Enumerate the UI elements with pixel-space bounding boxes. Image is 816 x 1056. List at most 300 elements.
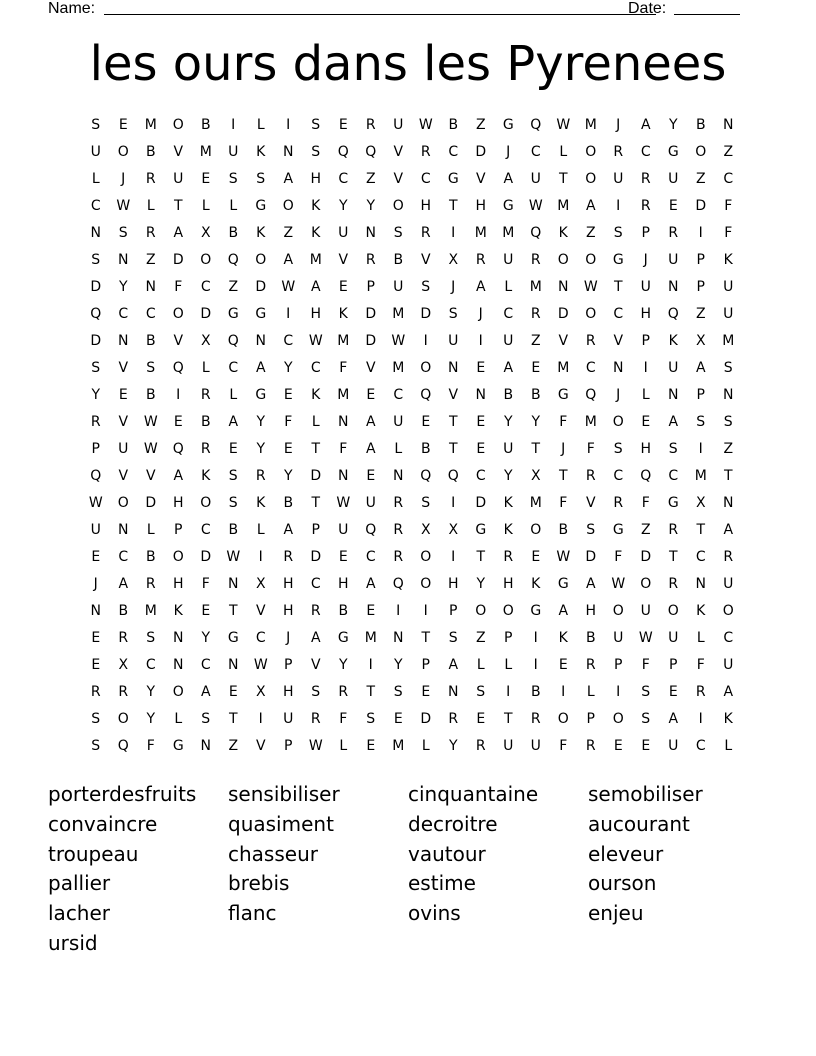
grid-letter[interactable]: U [118,441,129,457]
grid-letter[interactable]: Q [117,738,129,754]
grid-letter[interactable]: Q [227,252,239,268]
grid-letter[interactable]: U [723,576,734,592]
grid-letter[interactable]: P [696,279,705,295]
grid-letter[interactable]: F [559,495,568,511]
grid-letter[interactable]: S [228,495,238,511]
grid-letter[interactable]: A [503,360,514,376]
grid-letter[interactable]: H [420,198,432,214]
grid-letter[interactable]: K [558,630,568,646]
grid-letter[interactable]: E [421,414,431,430]
grid-letter[interactable]: E [338,117,348,133]
grid-letter[interactable]: U [503,252,514,268]
grid-letter[interactable]: U [530,738,541,754]
grid-letter[interactable]: G [530,603,542,619]
grid-letter[interactable]: C [200,279,211,295]
grid-letter[interactable]: Y [393,657,403,673]
grid-letter[interactable]: S [201,711,211,727]
grid-letter[interactable]: W [583,279,598,295]
grid-letter[interactable]: S [613,225,623,241]
grid-letter[interactable]: F [696,657,705,673]
grid-letter[interactable]: N [448,684,459,700]
grid-letter[interactable]: R [475,252,486,268]
grid-letter[interactable]: R [530,711,541,727]
grid-letter[interactable]: S [448,630,458,646]
grid-letter[interactable]: P [586,711,595,727]
grid-letter[interactable]: K [311,198,321,214]
grid-letter[interactable]: X [118,657,129,673]
grid-letter[interactable]: J [93,576,98,592]
grid-letter[interactable]: E [173,414,183,430]
grid-letter[interactable]: P [614,657,623,673]
grid-letter[interactable]: L [339,738,348,754]
grid-letter[interactable]: G [557,387,569,403]
grid-letter[interactable]: J [616,387,621,403]
grid-letter[interactable]: T [723,468,733,484]
grid-letter[interactable]: E [641,738,651,754]
grid-letter[interactable]: W [226,549,241,565]
grid-letter[interactable]: L [696,630,705,646]
grid-letter[interactable]: N [475,387,486,403]
grid-letter[interactable]: O [585,144,597,160]
grid-letter[interactable]: P [641,333,650,349]
grid-letter[interactable]: K [256,225,266,241]
grid-letter[interactable]: M [502,225,515,241]
grid-letter[interactable]: S [586,522,596,538]
grid-letter[interactable]: A [310,630,321,646]
grid-letter[interactable]: F [559,414,568,430]
grid-letter[interactable]: X [200,225,211,241]
grid-letter[interactable]: I [258,549,263,565]
grid-letter[interactable]: H [640,306,652,322]
grid-letter[interactable]: F [339,441,348,457]
grid-letter[interactable]: W [253,657,268,673]
grid-letter[interactable]: K [173,603,183,619]
grid-letter[interactable]: S [393,684,403,700]
grid-letter[interactable]: V [338,252,349,268]
grid-letter[interactable]: Y [476,576,486,592]
grid-letter[interactable]: X [695,333,706,349]
grid-letter[interactable]: Y [283,468,293,484]
grid-letter[interactable]: N [723,117,734,133]
grid-letter[interactable]: I [698,441,703,457]
grid-letter[interactable]: K [311,225,321,241]
grid-letter[interactable]: U [90,522,101,538]
grid-letter[interactable]: O [420,360,432,376]
grid-letter[interactable]: R [283,549,294,565]
grid-letter[interactable]: E [366,468,376,484]
grid-letter[interactable]: R [310,603,321,619]
grid-letter[interactable]: N [228,576,239,592]
grid-letter[interactable]: R [365,252,376,268]
grid-letter[interactable]: K [668,333,678,349]
grid-letter[interactable]: A [503,171,514,187]
grid-letter[interactable]: U [613,171,624,187]
grid-letter[interactable]: R [640,198,651,214]
grid-letter[interactable]: C [90,198,101,214]
grid-letter[interactable]: Y [338,198,348,214]
grid-letter[interactable]: K [696,603,706,619]
grid-letter[interactable]: E [201,171,211,187]
grid-letter[interactable]: A [585,198,596,214]
grid-letter[interactable]: P [449,603,458,619]
grid-letter[interactable]: H [585,603,597,619]
grid-letter[interactable]: D [365,306,377,322]
grid-letter[interactable]: L [256,522,265,538]
grid-letter[interactable]: M [364,630,377,646]
grid-letter[interactable]: T [173,198,183,214]
grid-letter[interactable]: N [118,522,129,538]
grid-letter[interactable]: F [724,225,733,241]
grid-letter[interactable]: R [420,225,431,241]
grid-letter[interactable]: N [558,279,569,295]
grid-letter[interactable]: W [528,198,543,214]
grid-letter[interactable]: C [448,144,459,160]
grid-letter[interactable]: M [529,495,542,511]
grid-letter[interactable]: R [145,171,156,187]
grid-letter[interactable]: C [200,657,211,673]
grid-letter[interactable]: G [172,738,184,754]
grid-letter[interactable]: T [448,198,458,214]
grid-letter[interactable]: R [145,225,156,241]
grid-letter[interactable]: O [117,711,129,727]
grid-letter[interactable]: S [476,684,486,700]
grid-letter[interactable]: P [504,630,513,646]
grid-letter[interactable]: I [423,603,428,619]
grid-letter[interactable]: B [200,414,211,430]
grid-letter[interactable]: I [451,495,456,511]
grid-letter[interactable]: W [308,333,323,349]
grid-letter[interactable]: R [393,495,404,511]
grid-letter[interactable]: R [118,630,129,646]
grid-letter[interactable]: L [586,684,595,700]
grid-letter[interactable]: W [418,117,433,133]
grid-letter[interactable]: S [393,225,403,241]
grid-letter[interactable]: R [310,711,321,727]
grid-letter[interactable]: Y [146,711,156,727]
grid-letter[interactable]: V [118,414,129,430]
grid-letter[interactable]: M [584,117,597,133]
grid-letter[interactable]: A [365,441,376,457]
grid-letter[interactable]: V [613,333,624,349]
grid-letter[interactable]: V [393,171,404,187]
grid-letter[interactable]: U [365,495,376,511]
grid-letter[interactable]: R [613,495,624,511]
grid-letter[interactable]: D [585,549,597,565]
grid-letter[interactable]: K [338,306,348,322]
grid-letter[interactable]: Z [723,441,734,457]
grid-letter[interactable]: Y [668,117,678,133]
grid-letter[interactable]: O [502,603,514,619]
grid-letter[interactable]: Q [337,144,349,160]
grid-letter[interactable]: K [256,495,266,511]
grid-letter[interactable]: M [337,387,350,403]
grid-letter[interactable]: K [311,387,321,403]
grid-letter[interactable]: A [255,360,266,376]
grid-letter[interactable]: P [421,657,430,673]
grid-letter[interactable]: E [393,711,403,727]
grid-letter[interactable]: E [118,387,128,403]
grid-letter[interactable]: I [258,711,263,727]
grid-letter[interactable]: A [558,603,569,619]
grid-letter[interactable]: I [286,117,291,133]
grid-letter[interactable]: O [722,603,734,619]
grid-letter[interactable]: H [282,684,294,700]
grid-letter[interactable]: D [420,306,432,322]
grid-letter[interactable]: O [172,549,184,565]
grid-letter[interactable]: T [421,630,431,646]
grid-letter[interactable]: Q [172,441,184,457]
grid-letter[interactable]: F [284,414,293,430]
grid-letter[interactable]: Y [338,657,348,673]
grid-letter[interactable]: U [503,441,514,457]
grid-letter[interactable]: O [172,684,184,700]
grid-letter[interactable]: S [228,468,238,484]
grid-letter[interactable]: O [117,144,129,160]
grid-letter[interactable]: W [143,441,158,457]
grid-letter[interactable]: O [255,252,267,268]
grid-letter[interactable]: X [530,468,541,484]
grid-letter[interactable]: H [447,576,459,592]
grid-letter[interactable]: S [696,414,706,430]
grid-letter[interactable]: Y [91,387,101,403]
grid-letter[interactable]: V [118,468,129,484]
grid-letter[interactable]: D [172,252,184,268]
grid-letter[interactable]: D [475,144,487,160]
grid-letter[interactable]: U [613,630,624,646]
grid-letter[interactable]: D [475,495,487,511]
grid-letter[interactable]: N [90,603,101,619]
grid-letter[interactable]: S [421,495,431,511]
grid-letter[interactable]: G [667,144,679,160]
grid-letter[interactable]: E [366,738,376,754]
grid-letter[interactable]: R [695,684,706,700]
grid-letter[interactable]: S [118,225,128,241]
grid-letter[interactable]: Q [227,333,239,349]
grid-letter[interactable]: M [309,252,322,268]
grid-letter[interactable]: T [558,468,568,484]
grid-letter[interactable]: U [668,738,679,754]
grid-letter[interactable]: Y [448,738,458,754]
grid-letter[interactable]: B [393,252,404,268]
grid-letter[interactable]: M [144,117,157,133]
grid-letter[interactable]: F [201,576,210,592]
grid-letter[interactable]: I [451,549,456,565]
grid-letter[interactable]: R [255,468,266,484]
grid-letter[interactable]: M [557,360,570,376]
grid-letter[interactable]: N [283,144,294,160]
grid-letter[interactable]: C [338,171,349,187]
grid-letter[interactable]: Z [228,279,239,295]
grid-letter[interactable]: P [91,441,100,457]
grid-letter[interactable]: R [530,252,541,268]
grid-letter[interactable]: N [723,387,734,403]
grid-letter[interactable]: C [365,549,376,565]
grid-letter[interactable]: U [530,171,541,187]
grid-letter[interactable]: E [201,603,211,619]
grid-letter[interactable]: F [724,198,733,214]
grid-letter[interactable]: N [723,495,734,511]
grid-letter[interactable]: W [556,549,571,565]
grid-letter[interactable]: D [640,549,652,565]
grid-letter[interactable]: U [668,360,679,376]
grid-letter[interactable]: E [118,117,128,133]
grid-letter[interactable]: O [695,144,707,160]
grid-letter[interactable]: Y [118,279,128,295]
grid-letter[interactable]: T [668,549,678,565]
grid-letter[interactable]: B [145,144,156,160]
grid-letter[interactable]: E [668,684,678,700]
grid-letter[interactable]: H [282,576,294,592]
grid-letter[interactable]: L [146,522,155,538]
grid-letter[interactable]: O [612,414,624,430]
grid-letter[interactable]: A [640,117,651,133]
grid-letter[interactable]: G [612,252,624,268]
grid-letter[interactable]: B [145,387,156,403]
grid-letter[interactable]: Q [667,306,679,322]
grid-letter[interactable]: U [283,711,294,727]
grid-letter[interactable]: K [558,225,568,241]
grid-letter[interactable]: J [478,306,483,322]
grid-letter[interactable]: O [200,495,212,511]
grid-letter[interactable]: F [559,738,568,754]
grid-letter[interactable]: B [228,225,239,241]
grid-letter[interactable]: K [201,468,211,484]
grid-letter[interactable]: R [585,468,596,484]
grid-letter[interactable]: Q [392,576,404,592]
grid-letter[interactable]: O [667,603,679,619]
grid-letter[interactable]: D [90,333,102,349]
grid-letter[interactable]: Q [420,468,432,484]
grid-letter[interactable]: S [91,738,101,754]
grid-letter[interactable]: J [451,279,456,295]
grid-letter[interactable]: S [228,171,238,187]
grid-letter[interactable]: U [393,279,404,295]
grid-letter[interactable]: Q [640,468,652,484]
date-blank-line[interactable] [674,14,740,15]
grid-letter[interactable]: V [420,252,431,268]
grid-letter[interactable]: C [420,171,431,187]
grid-letter[interactable]: J [121,171,126,187]
grid-letter[interactable]: B [558,522,569,538]
grid-letter[interactable]: X [255,684,266,700]
grid-letter[interactable]: T [228,711,238,727]
grid-letter[interactable]: I [643,360,648,376]
grid-letter[interactable]: M [694,468,707,484]
grid-letter[interactable]: I [698,225,703,241]
grid-letter[interactable]: G [447,171,459,187]
grid-letter[interactable]: A [283,252,294,268]
grid-letter[interactable]: M [474,225,487,241]
grid-letter[interactable]: I [396,603,401,619]
grid-letter[interactable]: I [533,657,538,673]
grid-letter[interactable]: A [118,576,129,592]
grid-letter[interactable]: V [255,603,266,619]
grid-letter[interactable]: X [200,333,211,349]
grid-letter[interactable]: M [584,414,597,430]
grid-letter[interactable]: E [91,549,101,565]
grid-letter[interactable]: N [695,576,706,592]
grid-letter[interactable]: A [585,576,596,592]
grid-letter[interactable]: C [668,468,679,484]
grid-letter[interactable]: C [310,360,321,376]
grid-letter[interactable]: R [338,684,349,700]
grid-letter[interactable]: A [695,360,706,376]
grid-letter[interactable]: S [723,414,733,430]
grid-letter[interactable]: C [228,360,239,376]
grid-letter[interactable]: A [310,279,321,295]
grid-letter[interactable]: O [585,171,597,187]
grid-letter[interactable]: E [476,711,486,727]
grid-letter[interactable]: E [558,657,568,673]
grid-letter[interactable]: L [229,387,238,403]
grid-letter[interactable]: R [90,414,101,430]
grid-letter[interactable]: Q [420,387,432,403]
grid-letter[interactable]: G [502,117,514,133]
grid-letter[interactable]: E [613,738,623,754]
grid-letter[interactable]: S [613,441,623,457]
grid-letter[interactable]: Y [366,198,376,214]
grid-letter[interactable]: X [695,495,706,511]
grid-letter[interactable]: Z [475,117,486,133]
grid-letter[interactable]: Z [695,171,706,187]
grid-letter[interactable]: A [448,657,459,673]
grid-letter[interactable]: A [668,711,679,727]
grid-letter[interactable]: O [585,252,597,268]
grid-letter[interactable]: S [641,711,651,727]
grid-letter[interactable]: C [695,549,706,565]
grid-letter[interactable]: E [338,549,348,565]
grid-letter[interactable]: G [502,198,514,214]
grid-letter[interactable]: V [558,333,569,349]
grid-letter[interactable]: R [585,738,596,754]
grid-letter[interactable]: G [227,630,239,646]
grid-letter[interactable]: C [145,657,156,673]
grid-letter[interactable]: I [231,117,236,133]
grid-letter[interactable]: P [311,522,320,538]
grid-letter[interactable]: V [475,171,486,187]
grid-letter[interactable]: Z [145,252,156,268]
grid-letter[interactable]: O [172,306,184,322]
grid-letter[interactable]: J [506,144,511,160]
grid-letter[interactable]: B [145,333,156,349]
grid-letter[interactable]: W [391,333,406,349]
grid-letter[interactable]: U [723,279,734,295]
grid-letter[interactable]: F [586,441,595,457]
grid-letter[interactable]: M [392,306,405,322]
grid-letter[interactable]: R [668,225,679,241]
grid-letter[interactable]: G [255,306,267,322]
grid-letter[interactable]: N [393,468,404,484]
grid-letter[interactable]: O [200,252,212,268]
grid-letter[interactable]: Q [365,144,377,160]
grid-letter[interactable]: T [366,684,376,700]
grid-letter[interactable]: S [91,117,101,133]
grid-letter[interactable]: U [338,522,349,538]
grid-letter[interactable]: O [557,711,569,727]
grid-letter[interactable]: Z [585,225,596,241]
grid-letter[interactable]: L [201,360,210,376]
grid-letter[interactable]: D [557,306,569,322]
grid-letter[interactable]: B [228,522,239,538]
grid-letter[interactable]: N [173,630,184,646]
grid-letter[interactable]: A [723,522,734,538]
grid-letter[interactable]: M [529,279,542,295]
grid-letter[interactable]: E [531,549,541,565]
grid-letter[interactable]: C [530,144,541,160]
grid-letter[interactable]: D [255,279,267,295]
grid-letter[interactable]: C [723,171,734,187]
grid-letter[interactable]: A [200,684,211,700]
